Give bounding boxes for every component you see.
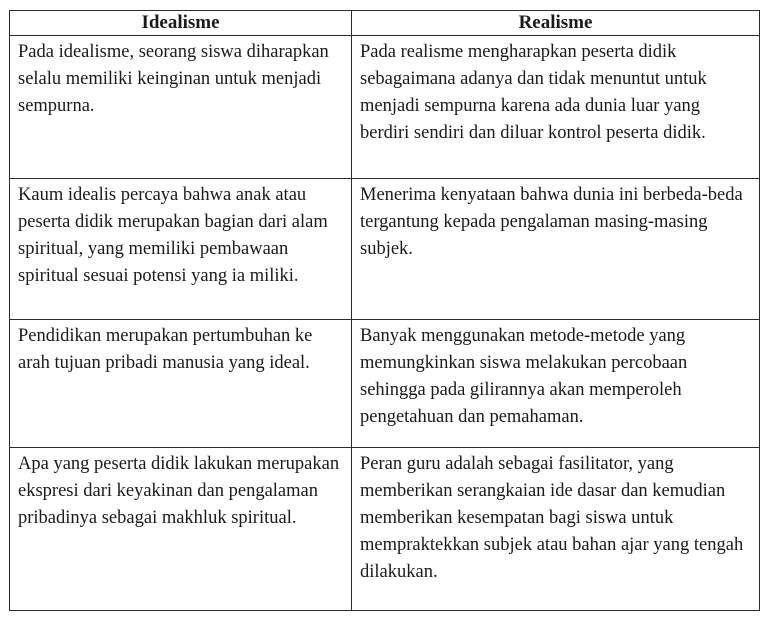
table-row <box>10 36 760 179</box>
cell-realisme <box>352 320 760 448</box>
cell-text: Pada idealisme, seorang siswa diharapkan selalu memiliki keinginan untuk menjadi sempurna. <box>18 42 329 116</box>
cell-text: Pendidikan merupakan pertumbuhan ke arah tujuan pribadi manusia yang ideal. <box>18 326 313 373</box>
cell-idealisme <box>10 448 352 611</box>
header-row <box>10 11 760 36</box>
cell-realisme <box>352 179 760 320</box>
cell-realisme <box>352 448 760 611</box>
cell-text: Peran guru adalah sebagai fasilitator, yang memberikan serangkaian ide dasar dan kemudian memberikan kesempatan bagi siswa untuk mempraktekkan subjek atau bahan ajar yang tengah dilakukan. <box>360 454 744 582</box>
table-row <box>10 448 760 611</box>
table-header <box>10 11 760 36</box>
cell-text: Apa yang peserta didik lakukan merupakan ekspresi dari keyakinan dan pengalaman pribadinya sebagai makhluk spiritual. <box>18 454 340 528</box>
table-body <box>10 36 760 611</box>
cell-text: Kaum idealis percaya bahwa anak atau peserta didik merupakan bagian dari alam spiritual, yang memiliki pembawaan spiritual sesuai potensi yang ia miliki. <box>18 185 328 286</box>
cell-text: Banyak menggunakan metode-metode yang memungkinkan siswa melakukan percobaan sehingga pada gilirannya akan memperoleh pengetahuan dan pemahaman. <box>360 326 688 427</box>
header-realisme: Realisme <box>352 11 760 36</box>
cell-idealisme <box>10 179 352 320</box>
cell-idealisme <box>10 36 352 179</box>
table-row <box>10 320 760 448</box>
cell-realisme <box>352 36 760 179</box>
header-idealisme: Idealisme <box>10 11 352 36</box>
cell-idealisme <box>10 320 352 448</box>
cell-text: Pada realisme mengharapkan peserta didik sebagaimana adanya dan tidak menuntut untuk menjadi sempurna karena ada dunia luar yang berdiri sendiri dan diluar kontrol peserta didik. <box>360 42 707 143</box>
comparison-table <box>9 10 760 611</box>
table-row <box>10 179 760 320</box>
cell-text: Menerima kenyataan bahwa dunia ini berbeda-beda tergantung kepada pengalaman masing-masing subjek. <box>360 185 743 259</box>
